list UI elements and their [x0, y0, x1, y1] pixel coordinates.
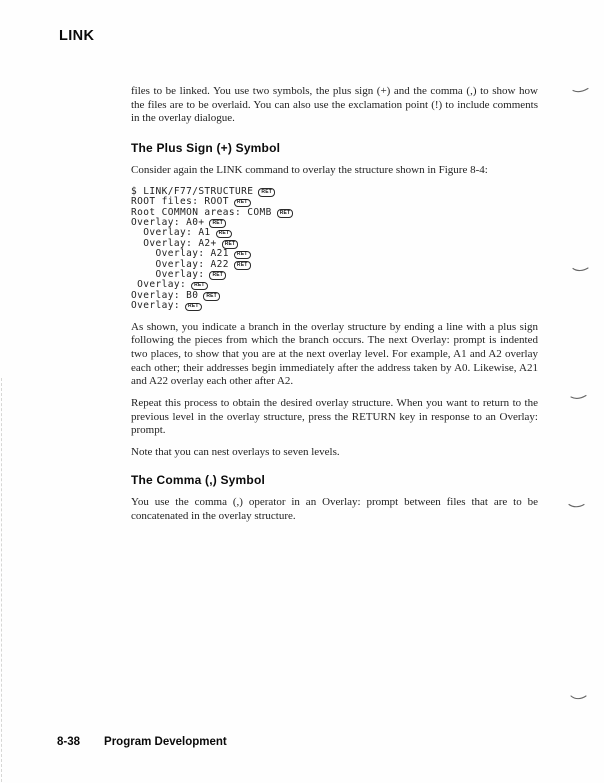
page-header-title: LINK — [59, 28, 95, 44]
code-line-text: Overlay: A22 — [131, 258, 229, 270]
return-key-symbol: RET — [209, 219, 226, 228]
code-line-text: Root COMMON areas: COMB — [131, 206, 272, 218]
code-line-text: Overlay: A0+ — [131, 216, 205, 228]
paragraph-comma-intro: You use the comma (,) operator in an Overlay: prompt between files that are to be concatenated in the overlay structure. — [131, 495, 538, 522]
page-footer — [57, 736, 227, 748]
return-key-symbol: RET — [258, 188, 275, 197]
paragraph-note: Note that you can nest overlays to seven levels. — [131, 446, 340, 459]
paragraph-intro: files to be linked. You use two symbols, the plus sign (+) and the comma (,) to show how the files are to be overlaid. You can also use the exclamation point (!) to include comments in the overlay dialogue. — [131, 85, 538, 125]
return-key-symbol: RET — [216, 230, 233, 239]
paragraph-consider: Consider again the LINK command to overlay the structure shown in Figure 8-4: — [131, 164, 488, 177]
code-line-text: Overlay: A21 — [131, 248, 229, 260]
code-line-text: Overlay: — [131, 268, 205, 280]
code-line-text: ROOT files: ROOT — [131, 196, 229, 208]
section-heading-plus-sign: The Plus Sign (+) Symbol — [131, 141, 281, 156]
return-key-symbol: RET — [234, 199, 251, 208]
section-heading-comma: The Comma (,) Symbol — [131, 472, 266, 487]
footer-section-title: Program Development — [104, 736, 227, 748]
return-key-symbol: RET — [209, 271, 226, 280]
code-line — [131, 291, 538, 301]
text-column — [131, 85, 538, 523]
return-key-symbol: RET — [234, 261, 251, 270]
paragraph-as-shown: As shown, you indicate a branch in the overlay structure by ending a line with a plus sign following the pieces from which the branch occurs. The next Overlay: prompt is indented two places, to show that you are at the next overlay level. For example, A1 and A2 overlay each other; their addresses begin immediately after the address taken by A0. Likewise, A21 and A22 overlay each other after A2. — [131, 320, 538, 388]
return-key-symbol: RET — [277, 209, 294, 218]
binding-edge-artifact — [1, 378, 2, 782]
paragraph-repeat: Repeat this process to obtain the desired overlay structure. When you want to return to the previous level in the overlay structure, press the RETURN key in response to an Overlay: prompt. — [131, 397, 538, 437]
code-line-text: Overlay: A1 — [131, 227, 211, 239]
scan-artifact-mark — [570, 393, 588, 402]
scan-artifact-mark — [570, 693, 588, 702]
scan-artifact-mark — [572, 265, 590, 274]
return-key-symbol: RET — [222, 240, 239, 249]
return-key-symbol: RET — [234, 251, 251, 260]
return-key-symbol: RET — [185, 303, 202, 312]
page-number: 8-38 — [57, 736, 81, 748]
code-line — [131, 301, 538, 311]
code-line-text: $ LINK/F77/STRUCTURE — [131, 185, 254, 197]
terminal-listing — [131, 187, 538, 312]
code-line-text: Overlay: — [131, 300, 180, 312]
code-line-text: Overlay: B0 — [131, 289, 199, 301]
return-key-symbol: RET — [203, 292, 220, 301]
scan-artifact-mark — [572, 86, 590, 95]
code-line-text: Overlay: A2+ — [131, 237, 217, 249]
code-line — [131, 270, 538, 280]
scan-artifact-mark — [568, 501, 586, 510]
code-line-text: Overlay: — [131, 279, 187, 291]
return-key-symbol: RET — [191, 282, 208, 291]
